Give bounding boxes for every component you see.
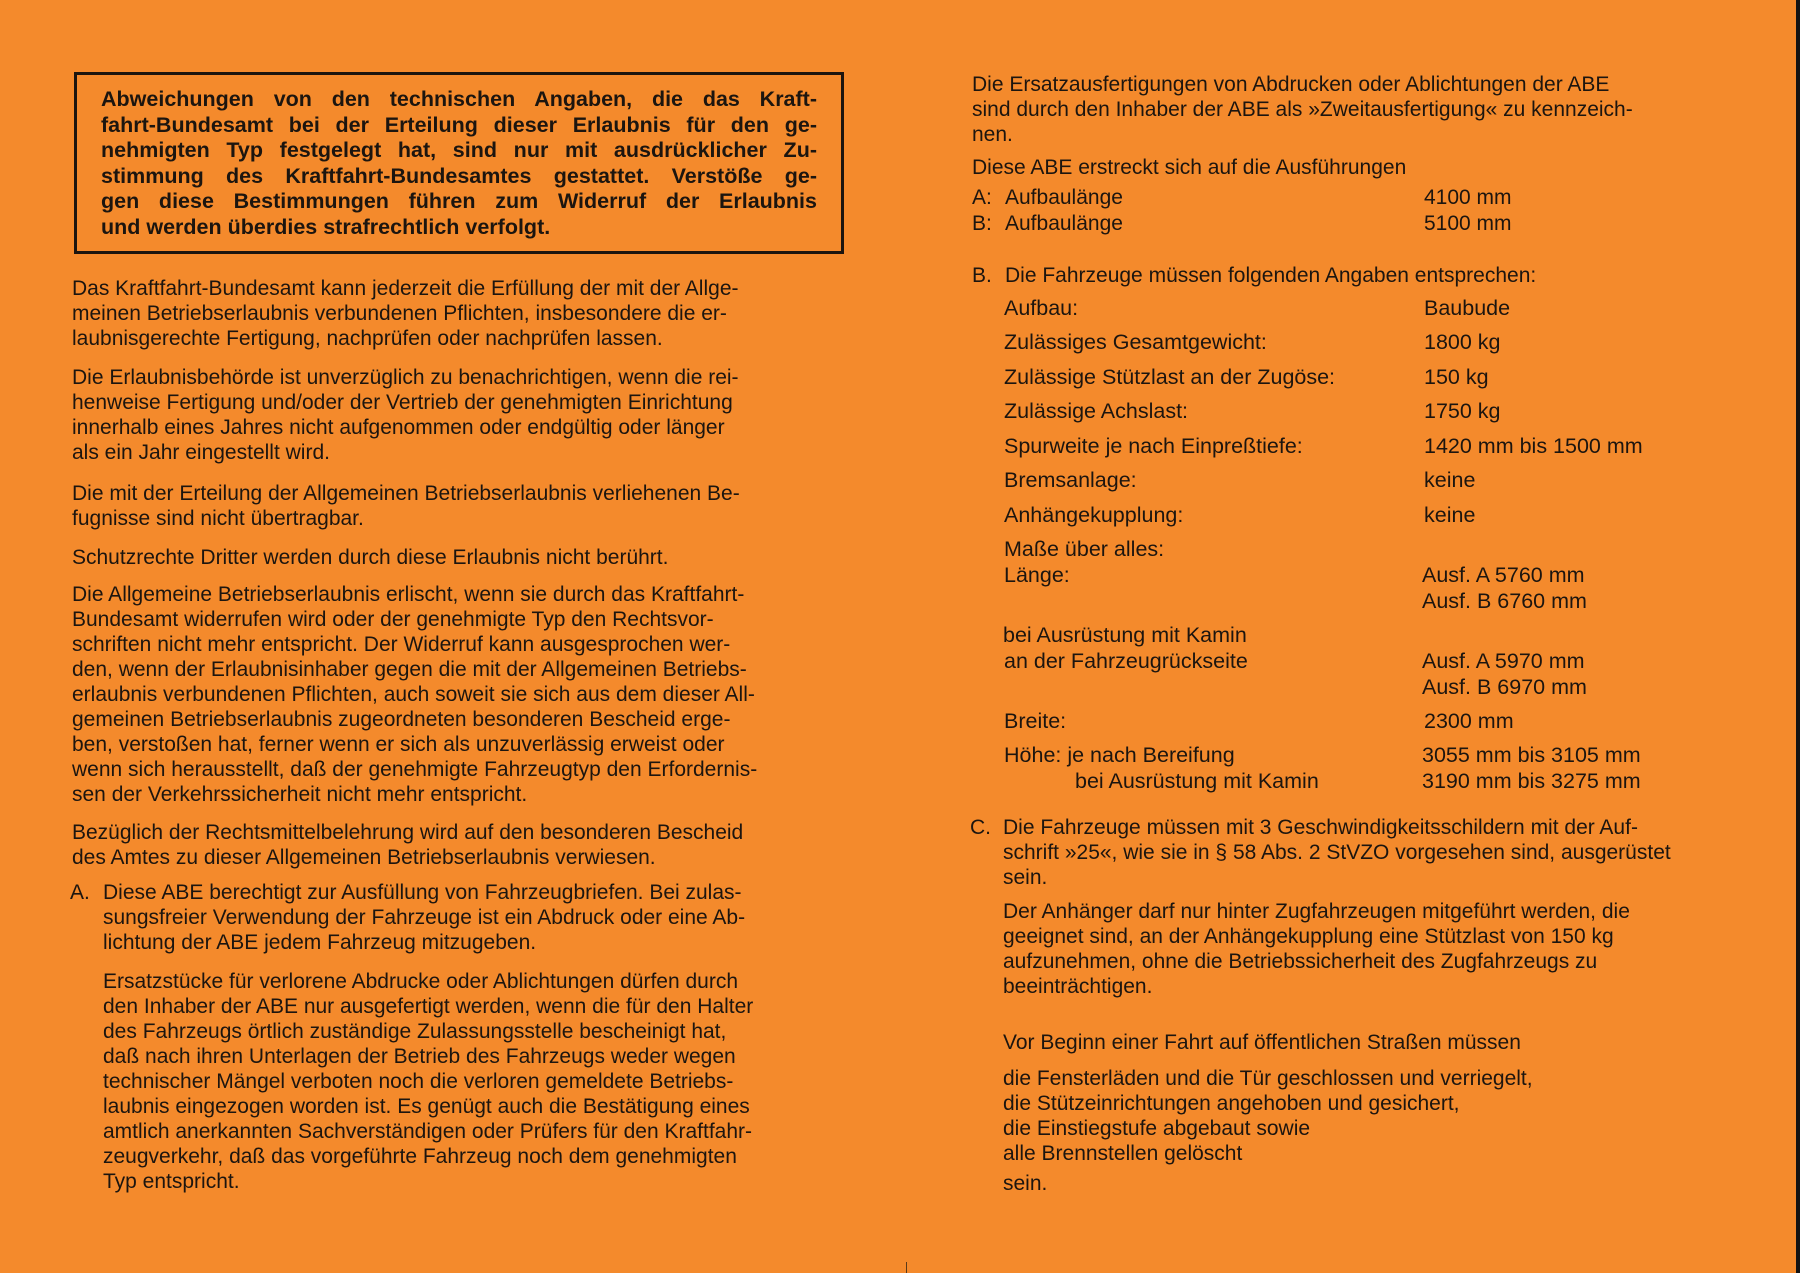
- text-line: als ein Jahr eingestellt wird.: [72, 441, 330, 464]
- checklist-item: alle Brennstellen gelöscht: [1003, 1142, 1243, 1165]
- text-line: Bezüglich der Rechtsmittelbelehrung wird auf den besonderen Bescheid: [72, 821, 744, 844]
- text-line: meinen Betriebserlaubnis verbundenen Pflichten, insbesondere die er-: [72, 302, 727, 325]
- spec-label: Länge:: [1004, 563, 1070, 587]
- text-line: sein.: [1003, 866, 1048, 889]
- variant-label: Aufbaulänge: [1005, 212, 1123, 235]
- fold-mark: [906, 1262, 907, 1273]
- text-line: Das Kraftfahrt-Bundesamt kann jederzeit die Erfüllung der mit der Allge-: [72, 277, 739, 300]
- spec-value: 150 kg: [1424, 365, 1489, 389]
- text-line: lichtung der ABE jedem Fahrzeug mitzugeben.: [103, 931, 537, 954]
- text-line: wenn sich herausstellt, daß der genehmigte Fahrzeugtyp den Erfordernis-: [72, 758, 758, 781]
- text-line: gemeinen Betriebserlaubnis zugeordneten besonderen Bescheid erge-: [72, 708, 731, 731]
- spec-value: 1800 kg: [1424, 330, 1501, 354]
- variant-marker: B:: [972, 212, 992, 235]
- spec-value: keine: [1424, 503, 1476, 527]
- spec-value: Baubude: [1424, 296, 1511, 320]
- text-line: laubnisgerechte Fertigung, nachprüfen oder nachprüfen lassen.: [72, 327, 663, 350]
- text-line: sungsfreier Verwendung der Fahrzeuge ist ein Abdruck oder eine Ab-: [103, 906, 746, 929]
- text-line: technischer Mängel verboten noch die verloren gemeldete Betriebs-: [103, 1070, 734, 1093]
- checklist-item: die Fensterläden und die Tür geschlossen und verriegelt,: [1003, 1067, 1533, 1090]
- paragraph-towing: [1003, 899, 1744, 999]
- text-line: daß nach ihren Unterlagen der Betrieb des Fahrzeugs weder wegen: [103, 1045, 736, 1068]
- warning-line: und werden überdies strafrechtlich verfolgt.: [101, 214, 551, 239]
- warning-line: fahrt-Bundesamt bei der Erteilung dieser Erlaubnis für den ge-: [101, 112, 817, 137]
- spec-label: Zulässige Stützlast an der Zugöse:: [1004, 365, 1336, 389]
- text-line: schriften nicht mehr entspricht. Der Widerruf kann ausgesprochen wer-: [72, 633, 731, 656]
- paragraph-second-copy: [972, 72, 1744, 147]
- spec-label: Aufbau:: [1004, 296, 1079, 320]
- spec-value: Ausf. A 5970 mm: [1422, 649, 1585, 673]
- spec-label: Anhängekupplung:: [1004, 503, 1184, 527]
- spec-value: 2300 mm: [1424, 709, 1514, 733]
- spec-label: Breite:: [1004, 709, 1067, 733]
- text-line: Schutzrechte Dritter werden durch diese Erlaubnis nicht berührt.: [72, 546, 669, 569]
- spec-value: Ausf. B 6970 mm: [1422, 675, 1587, 699]
- text-line: schrift »25«, wie sie in § 58 Abs. 2 StVZO vorgesehen sind, ausgerüstet: [1003, 841, 1671, 864]
- paragraph-legal-remedy: [72, 820, 842, 870]
- spec-label: an der Fahrzeugrückseite: [1004, 649, 1248, 673]
- spec-value: 1750 kg: [1424, 399, 1501, 423]
- spec-label: bei Ausrüstung mit Kamin: [1075, 769, 1319, 793]
- warning-line: stimmung des Kraftfahrt-Bundesamtes gestattet. Verstöße ge-: [101, 163, 817, 188]
- text-line: fugnisse sind nicht übertragbar.: [72, 507, 364, 530]
- text-line: zeugverkehr, daß das vorgeführte Fahrzeug noch dem genehmigten: [103, 1145, 737, 1168]
- spec-label: Zulässiges Gesamtgewicht:: [1004, 330, 1267, 354]
- text-line: Typ entspricht.: [103, 1170, 240, 1193]
- text-line: Maße über alles:: [1004, 537, 1165, 561]
- text-line: des Fahrzeugs örtlich zuständige Zulassungsstelle bescheinigt hat,: [103, 1020, 727, 1043]
- warning-line: Abweichungen von den technischen Angaben, die das Kraft-: [101, 87, 817, 111]
- text-line: Die Ersatzausfertigungen von Abdrucken oder Ablichtungen der ABE: [972, 73, 1610, 96]
- text-line: aufzunehmen, ohne die Betriebssicherheit des Zugfahrzeugs zu: [1003, 950, 1598, 973]
- variant-row: [972, 211, 1744, 237]
- text-line: Die Allgemeine Betriebserlaubnis erlischt, wenn sie durch das Kraftfahrt-: [72, 583, 745, 606]
- before-drive-text: Vor Beginn einer Fahrt auf öffentlichen Straßen müssen: [1003, 1031, 1521, 1054]
- variant-label: Aufbaulänge: [1005, 186, 1123, 209]
- variant-value: 5100 mm: [1424, 212, 1512, 235]
- text-line: sind durch den Inhaber der ABE als »Zweitausfertigung« zu kennzeich-: [972, 98, 1633, 121]
- spec-value: Ausf. A 5760 mm: [1422, 563, 1585, 587]
- text-line: ben, verstoßen hat, ferner wenn er sich als unzuverlässig erweist oder: [72, 733, 725, 756]
- text-line: Die Erlaubnisbehörde ist unverzüglich zu benachrichtigen, wenn die rei-: [72, 366, 739, 389]
- text-line: henweise Fertigung und/oder der Vertrieb der genehmigten Einrichtung: [72, 391, 733, 414]
- checklist-item: die Einstiegstufe abgebaut sowie: [1003, 1117, 1311, 1140]
- variant-marker: A:: [972, 186, 992, 209]
- spec-label: Bremsanlage:: [1004, 468, 1137, 492]
- text-line: des Amtes zu dieser Allgemeinen Betriebserlaubnis verwiesen.: [72, 846, 656, 869]
- spec-label: Spurweite je nach Einpreßtiefe:: [1004, 434, 1303, 458]
- text-line: den Inhaber der ABE nur ausgefertigt werden, wenn die für den Halter: [103, 995, 754, 1018]
- section-heading: Die Fahrzeuge müssen folgenden Angaben entsprechen:: [1005, 264, 1537, 287]
- section-marker: A.: [70, 881, 90, 904]
- spec-value: Ausf. B 6760 mm: [1422, 589, 1587, 613]
- paragraph-third-party-rights: [72, 545, 842, 570]
- text-line: Die Fahrzeuge müssen mit 3 Geschwindigkeitsschildern mit der Auf-: [1003, 816, 1638, 839]
- spec-value: keine: [1424, 468, 1476, 492]
- text-line: beeinträchtigen.: [1003, 975, 1153, 998]
- text-line: den, wenn der Erlaubnisinhaber gegen die mit der Allgemeinen Betriebs-: [72, 658, 747, 681]
- text-line: Der Anhänger darf nur hinter Zugfahrzeugen mitgeführt werden, die: [1003, 900, 1630, 923]
- paragraph-notification: [72, 365, 842, 465]
- spec-value: 1420 mm bis 1500 mm: [1424, 434, 1643, 458]
- paragraph-replacements: [103, 969, 842, 1194]
- spec-label: Zulässige Achslast:: [1004, 399, 1189, 423]
- spec-label: Höhe: je nach Bereifung: [1004, 743, 1235, 767]
- spec-value: 3190 mm bis 3275 mm: [1422, 769, 1641, 793]
- text-line: amtlich anerkannten Sachverständigen oder Prüfers für den Kraftfahr-: [103, 1120, 753, 1143]
- text-line: erlaubnis verbundenen Pflichten, auch soweit sie sich aus dem dieser All-: [72, 683, 755, 706]
- spec-value: 3055 mm bis 3105 mm: [1422, 743, 1641, 767]
- text-line: Bundesamt widerrufen wird oder der genehmigte Typ den Rechtsvor-: [72, 608, 714, 631]
- section-marker: C.: [970, 816, 991, 839]
- text-line: laubnis eingezogen worden ist. Es genügt auch die Bestätigung eines: [103, 1095, 750, 1118]
- text-line: innerhalb eines Jahres nicht aufgenommen oder endgültig oder länger: [72, 416, 725, 439]
- section-a: [70, 880, 842, 955]
- spec-label: bei Ausrüstung mit Kamin: [1003, 623, 1247, 647]
- variant-value: 4100 mm: [1424, 186, 1512, 209]
- warning-line: gen diese Bestimmungen führen zum Widerruf der Erlaubnis: [101, 189, 817, 213]
- variants-intro: Diese ABE erstreckt sich auf die Ausführungen: [972, 156, 1407, 179]
- text-line: nen.: [972, 123, 1013, 146]
- text-line: geeignet sind, an der Anhängekupplung eine Stützlast von 150 kg: [1003, 925, 1614, 948]
- scan-edge: [1796, 0, 1800, 1273]
- text-line: Ersatzstücke für verlorene Abdrucke oder Ablichtungen dürfen durch: [103, 970, 739, 993]
- checklist-item: die Stützeinrichtungen angehoben und gesichert,: [1003, 1092, 1460, 1115]
- warning-box: [74, 72, 844, 254]
- text-line: sen der Verkehrssicherheit nicht mehr entspricht.: [72, 783, 528, 806]
- closing-text: sein.: [1003, 1172, 1048, 1195]
- section-marker: B.: [972, 264, 992, 287]
- variant-row: [972, 185, 1744, 211]
- section-b-heading: [972, 263, 1744, 289]
- drive-checklist: [1003, 1066, 1744, 1166]
- paragraph-expiry: [72, 582, 842, 807]
- paragraph-transfer: [72, 481, 842, 531]
- section-c: [970, 815, 1744, 890]
- text-line: Diese ABE berechtigt zur Ausfüllung von Fahrzeugbriefen. Bei zulas-: [103, 881, 742, 904]
- warning-line: nehmigten Typ festgelegt hat, sind nur mit ausdrücklicher Zu-: [101, 138, 817, 162]
- text-line: Die mit der Erteilung der Allgemeinen Betriebserlaubnis verliehenen Be-: [72, 482, 740, 505]
- paragraph-supervision: [72, 276, 842, 351]
